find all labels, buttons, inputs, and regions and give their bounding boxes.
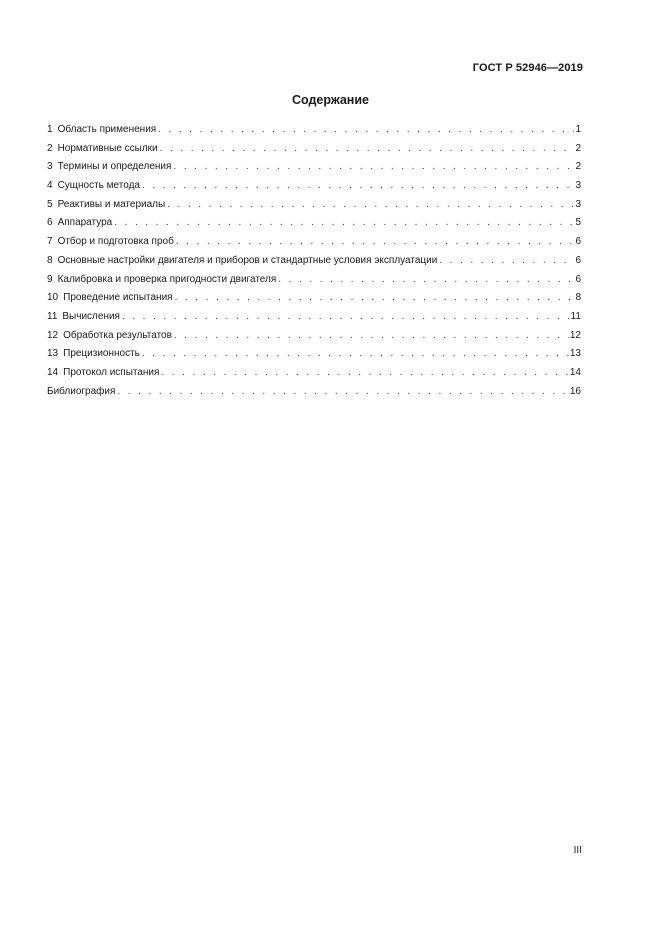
toc-entry[interactable] xyxy=(47,177,581,196)
toc-entry-number: 6 xyxy=(47,217,53,229)
toc-entry-text: Аппаратура xyxy=(57,217,113,229)
toc-entry-text: Нормативные ссылки xyxy=(57,142,158,154)
toc-entry-page: 6 xyxy=(575,273,581,285)
toc-entry-number: 12 xyxy=(47,329,59,341)
document-code: ГОСТ Р 52946—2019 xyxy=(472,62,583,74)
toc-entry-page: 12 xyxy=(569,329,581,341)
toc-entry[interactable] xyxy=(47,214,581,233)
toc-entry-page: 16 xyxy=(569,385,581,397)
toc-entry-label xyxy=(47,177,142,196)
toc-entry[interactable] xyxy=(47,345,581,364)
toc-entry-number: 2 xyxy=(47,142,53,154)
toc-dot-leader xyxy=(278,271,574,290)
toc-entry[interactable] xyxy=(47,383,581,402)
toc-entry-number: 11 xyxy=(47,310,58,322)
toc-entry-label xyxy=(47,271,278,290)
toc-title: Содержание xyxy=(291,93,369,107)
toc-entry[interactable] xyxy=(47,158,581,177)
toc-entry-text: Протокол испытания xyxy=(63,366,160,378)
toc-entry-text: Отбор и подготовка проб xyxy=(57,236,174,248)
toc-dot-leader xyxy=(158,121,574,140)
toc-dot-leader xyxy=(114,214,574,233)
toc-entry[interactable] xyxy=(47,271,581,290)
toc-entry[interactable] xyxy=(47,252,581,271)
toc-entry-number: 10 xyxy=(47,292,59,304)
toc-entry-label xyxy=(47,158,173,177)
toc-entry-page: 6 xyxy=(575,236,581,248)
toc-dot-leader xyxy=(176,233,575,252)
toc-entry-text: Область применения xyxy=(57,124,157,135)
toc-entry-label xyxy=(47,140,160,159)
toc-dot-leader xyxy=(142,177,574,196)
toc-entry-label xyxy=(47,289,175,308)
toc-entry-number: 7 xyxy=(47,236,53,248)
toc-entry[interactable] xyxy=(47,327,581,346)
toc-entry-label xyxy=(47,121,158,140)
toc-dot-leader xyxy=(160,140,575,159)
toc-entry-page: 14 xyxy=(569,366,581,378)
toc-entry[interactable] xyxy=(47,140,581,159)
toc-entry[interactable] xyxy=(47,233,581,252)
toc-entry[interactable] xyxy=(47,121,581,140)
toc-entry-label xyxy=(47,364,161,383)
toc-entry[interactable] xyxy=(47,308,581,327)
toc-dot-leader xyxy=(167,196,574,215)
toc-entry-number: 5 xyxy=(47,198,53,210)
toc-entry-text: Проведение испытания xyxy=(63,292,173,304)
toc-entry-text: Калибровка и проверка пригодности двигателя xyxy=(57,273,277,285)
toc-dot-leader xyxy=(122,308,570,327)
toc-entry-label xyxy=(47,308,122,327)
toc-entry-number: 3 xyxy=(47,161,53,173)
toc-entry-page: 5 xyxy=(575,217,581,229)
toc-dot-leader xyxy=(161,364,568,383)
toc-entry-page: 2 xyxy=(575,142,581,154)
toc-entry[interactable] xyxy=(47,364,581,383)
toc-entry-label xyxy=(47,327,174,346)
page-number: III xyxy=(573,845,582,856)
toc-entry-page: 11 xyxy=(570,310,581,322)
toc-entry-number: 9 xyxy=(47,273,53,285)
toc-entry[interactable] xyxy=(47,289,581,308)
toc-dot-leader xyxy=(117,383,568,402)
toc-entry-number: 4 xyxy=(47,180,53,192)
toc-entry-label xyxy=(47,233,176,252)
toc-dot-leader xyxy=(142,345,569,364)
toc-entry-label xyxy=(47,345,142,364)
toc-entry-number: 8 xyxy=(47,254,53,266)
toc-entry-label xyxy=(47,214,114,233)
toc-entry-text: Сущность метода xyxy=(57,180,140,192)
toc-entry-text: Вычисления xyxy=(62,310,120,322)
toc-entry-number: 13 xyxy=(47,348,59,360)
toc-entry-page: 2 xyxy=(575,161,581,173)
toc-entry-page: 3 xyxy=(575,180,581,192)
toc-entry-number: 14 xyxy=(47,366,59,378)
toc-dot-leader xyxy=(173,158,574,177)
toc-entry-text: Обработка результатов xyxy=(63,329,172,341)
toc-entry-label xyxy=(47,252,439,271)
toc-entry-text: Прецизионность xyxy=(63,348,140,360)
toc-entry-text: Библиография xyxy=(47,385,116,397)
toc-entry-text: Основные настройки двигателя и приборов и стандартные условия эксплуатации xyxy=(57,254,438,266)
toc-entry-page: 6 xyxy=(575,254,581,266)
toc-dot-leader xyxy=(174,327,569,346)
toc-entry-text: Реактивы и материалы xyxy=(57,198,166,210)
toc-dot-leader xyxy=(175,289,575,308)
toc-entry-page: 8 xyxy=(575,292,581,304)
toc-entry-page: 3 xyxy=(575,198,581,210)
toc-entry-text: Термины и определения xyxy=(57,161,172,173)
toc-entry-label xyxy=(47,383,117,402)
toc-entry[interactable] xyxy=(47,196,581,215)
toc-dot-leader xyxy=(439,252,574,271)
toc-entry-label xyxy=(47,196,167,215)
toc-list xyxy=(47,121,581,401)
toc-entry-page: 13 xyxy=(569,348,581,360)
toc-entry-number: 1 xyxy=(47,124,53,135)
toc-entry-page: 1 xyxy=(575,124,581,135)
